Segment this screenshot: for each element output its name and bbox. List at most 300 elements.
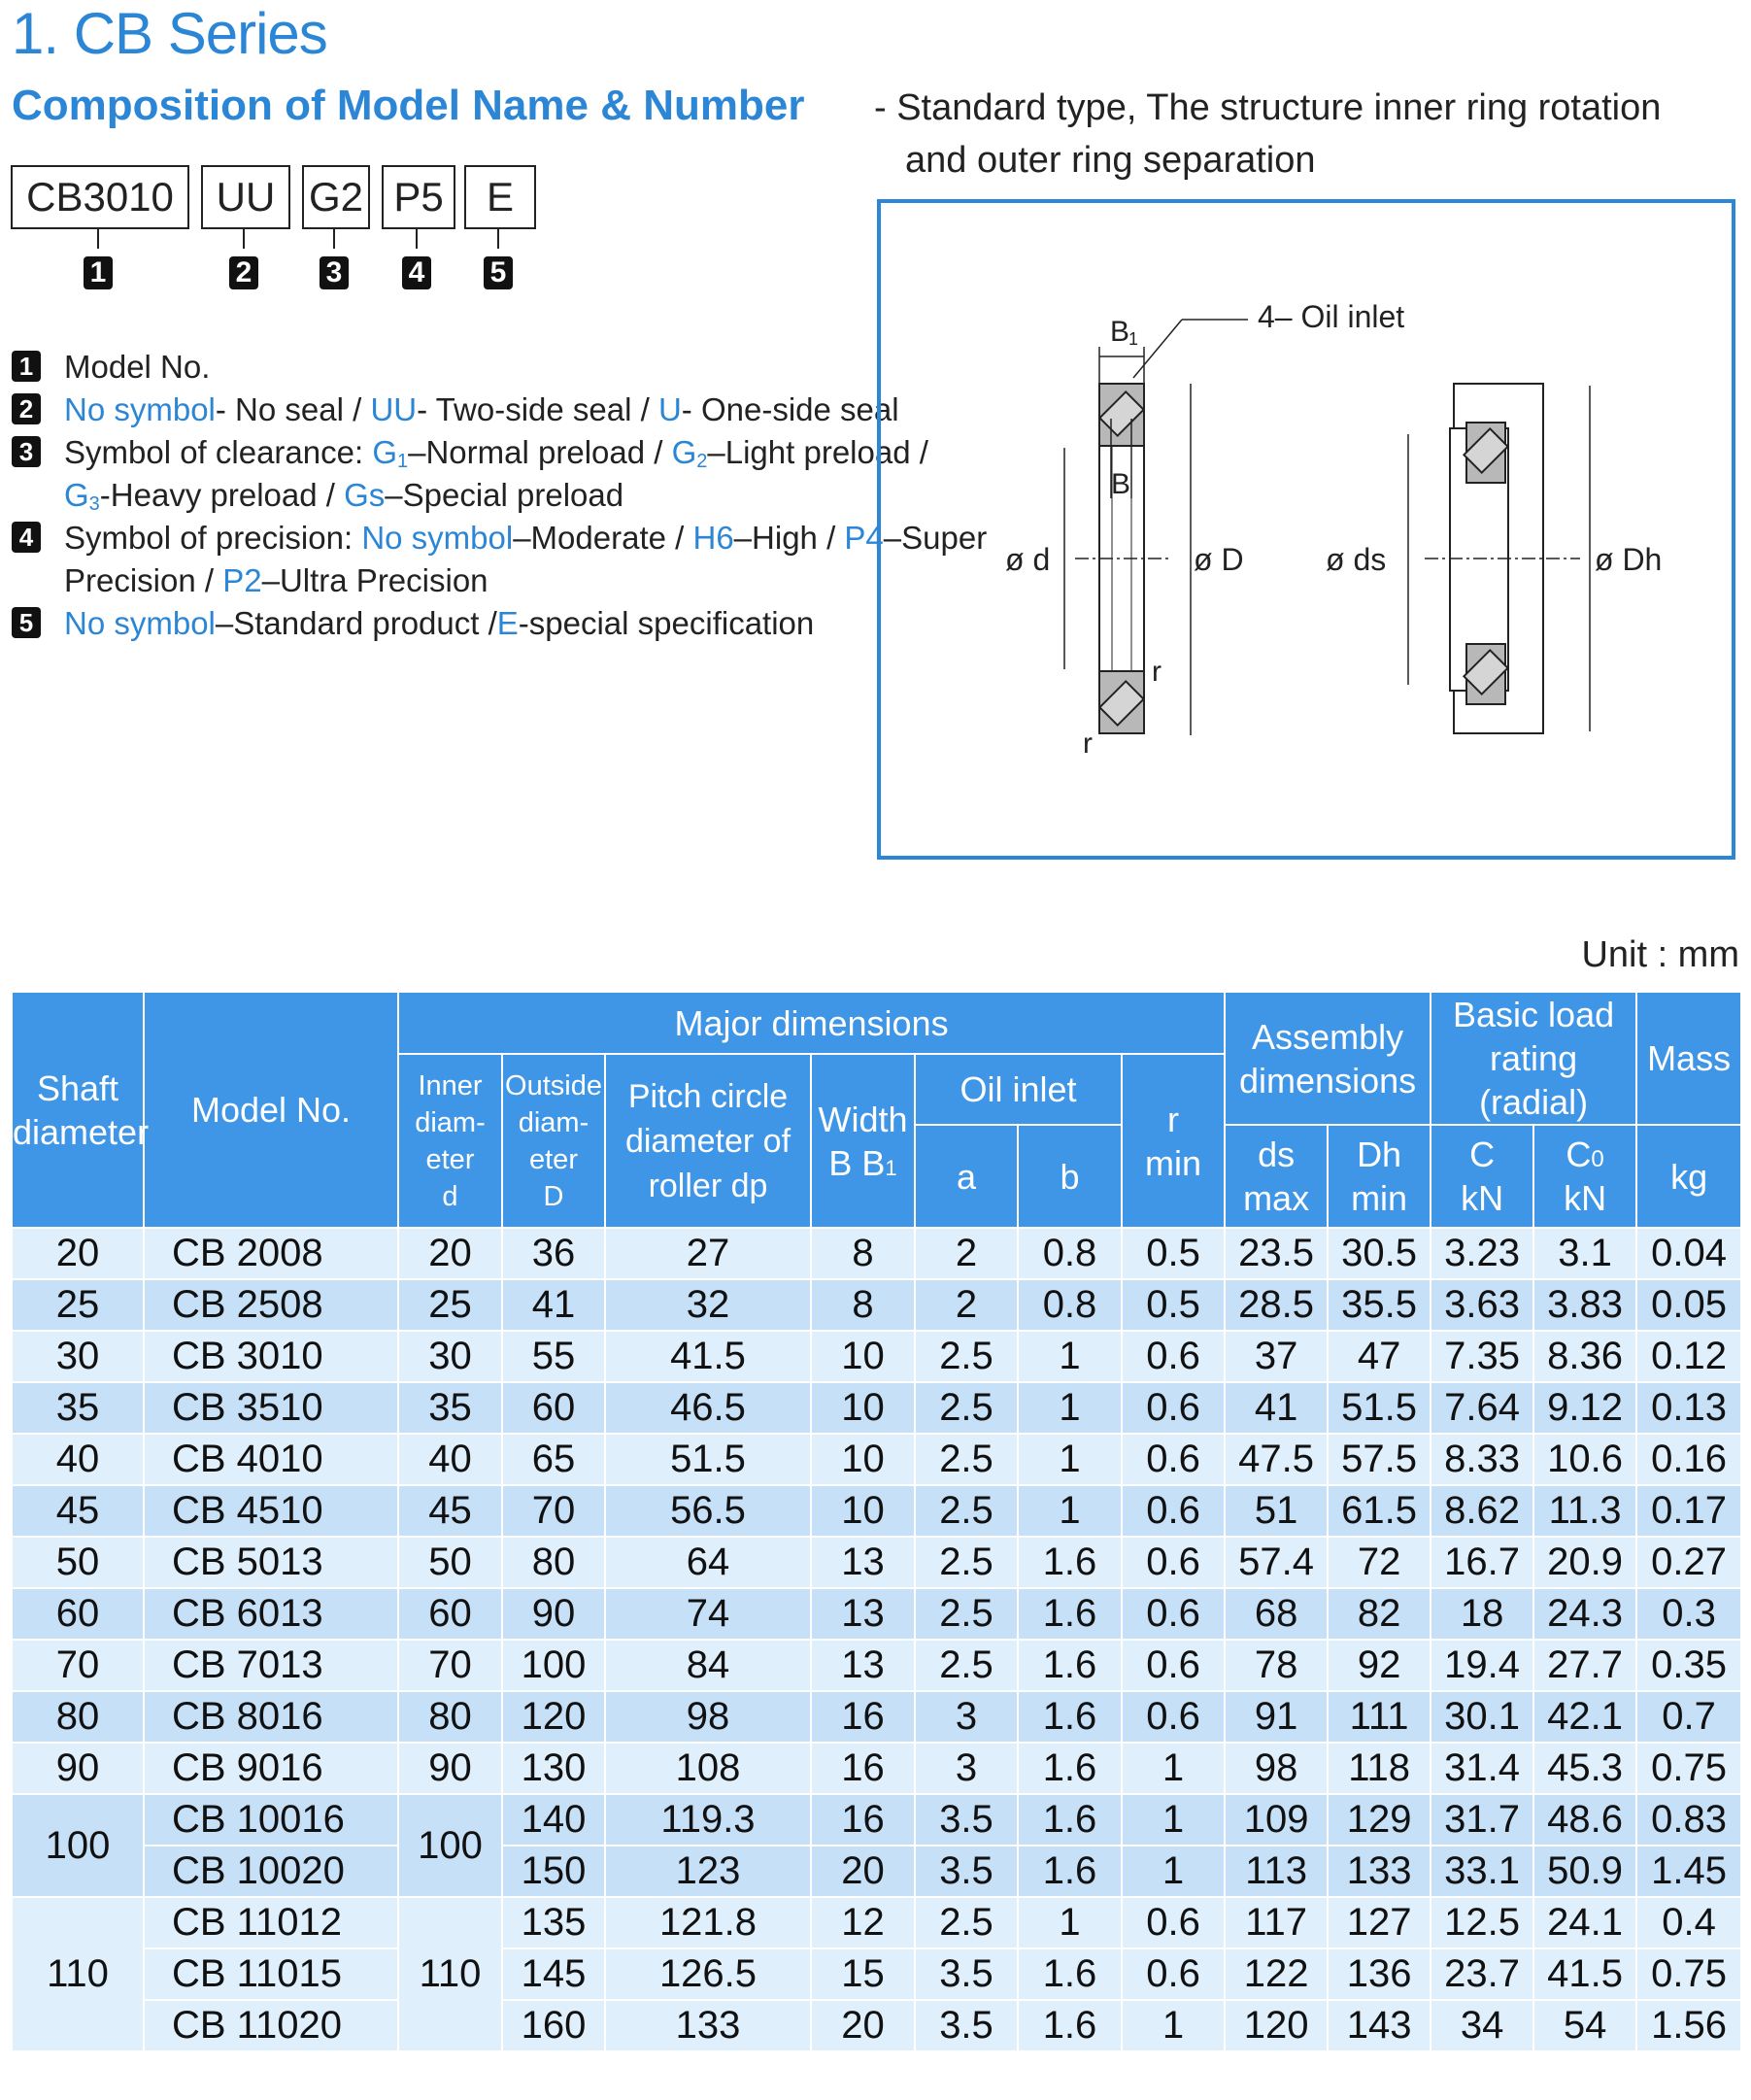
- table-row: [12, 1691, 1741, 1743]
- header-text: min: [1145, 1142, 1202, 1183]
- cell-r: 0.6: [1122, 1434, 1225, 1485]
- cell-ds: 78: [1225, 1640, 1328, 1691]
- cell-shaft: 80: [12, 1691, 144, 1743]
- cell-b: 1: [1018, 1331, 1122, 1382]
- number-badge-4: 4: [402, 256, 431, 289]
- diagram-label-ds: ø ds: [1326, 542, 1387, 577]
- cell-b: 0.8: [1018, 1228, 1122, 1279]
- cell-d: 50: [398, 1537, 502, 1588]
- cell-ds: 28.5: [1225, 1279, 1328, 1331]
- header-text: kN: [1564, 1178, 1607, 1218]
- table-row: [12, 1382, 1741, 1434]
- legend-symbol: G: [64, 477, 89, 513]
- cell-r: 0.6: [1122, 1588, 1225, 1640]
- legend-text: –Normal preload /: [408, 434, 672, 470]
- legend-symbol: P4: [844, 520, 884, 556]
- header-text: Assembly: [1252, 1016, 1404, 1057]
- cell-r: 0.5: [1122, 1228, 1225, 1279]
- cell-b: 1.6: [1018, 1846, 1122, 1897]
- table-row: [12, 1794, 1741, 1846]
- spec-table: [11, 991, 1742, 2052]
- header-text: diam-: [518, 1106, 589, 1138]
- cell-dp: 98: [605, 1691, 811, 1743]
- cell-model: CB 4510: [144, 1485, 398, 1537]
- header-pitch-circle: [605, 1054, 811, 1228]
- header-basic-load-rating: [1431, 992, 1636, 1125]
- cell-a: 2: [915, 1279, 1018, 1331]
- structure-note-line1: - Standard type, The structure inner ring rotation: [874, 87, 1662, 128]
- cell-b: 1.6: [1018, 1794, 1122, 1846]
- cell-model: CB 9016: [144, 1743, 398, 1794]
- header-text: dimensions: [1239, 1060, 1417, 1101]
- cell-r: 0.6: [1122, 1691, 1225, 1743]
- cell-kg: 0.4: [1636, 1897, 1741, 1948]
- cell-shaft: 70: [12, 1640, 144, 1691]
- cell-model: CB 7013: [144, 1640, 398, 1691]
- cell-model: CB 10016: [144, 1794, 398, 1846]
- header-text-sub: 0: [1591, 1146, 1604, 1172]
- cell-a: 2.5: [915, 1485, 1018, 1537]
- legend-text: –Standard product /: [215, 605, 497, 641]
- cell-dh: 82: [1328, 1588, 1431, 1640]
- cell-dp: 51.5: [605, 1434, 811, 1485]
- cell-shaft: 45: [12, 1485, 144, 1537]
- cell-dh: 129: [1328, 1794, 1431, 1846]
- cell-model: CB 11012: [144, 1897, 398, 1948]
- header-text: Model No.: [190, 1090, 352, 1130]
- cell-kg: 0.12: [1636, 1331, 1741, 1382]
- header-text: Shaft diameter: [13, 1067, 150, 1152]
- legend-text: - Two-side seal /: [417, 391, 658, 427]
- table-row: [12, 1228, 1741, 1279]
- cell-model: CB 5013: [144, 1537, 398, 1588]
- cell-kg: 1.45: [1636, 1846, 1741, 1897]
- table-row: [12, 1897, 1741, 1948]
- table-row: [12, 1743, 1741, 1794]
- header-text: Oil inlet: [960, 1069, 1077, 1109]
- legend-symbol: No symbol: [64, 605, 216, 641]
- cell-c0: 20.9: [1533, 1537, 1636, 1588]
- cell-kg: 0.13: [1636, 1382, 1741, 1434]
- cell-c0: 41.5: [1533, 1948, 1636, 2000]
- cell-dp: 108: [605, 1743, 811, 1794]
- cell-b: 8: [811, 1279, 915, 1331]
- cell-b: 13: [811, 1588, 915, 1640]
- header-inner-diameter: [398, 1054, 502, 1228]
- cell-b: 10: [811, 1434, 915, 1485]
- cell-model: CB 10020: [144, 1846, 398, 1897]
- series-title: 1. CB Series: [12, 1, 327, 66]
- cell-c0: 3.83: [1533, 1279, 1636, 1331]
- header-text: Dh: [1357, 1135, 1402, 1174]
- header-c-kn: [1431, 1125, 1533, 1228]
- legend-symbol-sub: 2: [696, 451, 708, 472]
- cell-shaft: 30: [12, 1331, 144, 1382]
- cell-d: 35: [398, 1382, 502, 1434]
- table-row: [12, 1588, 1741, 1640]
- cell-dh: 133: [1328, 1846, 1431, 1897]
- cell-d: 135: [502, 1897, 605, 1948]
- cell-c: 18: [1431, 1588, 1533, 1640]
- cell-r: 0.6: [1122, 1485, 1225, 1537]
- header-text: min: [1351, 1178, 1408, 1218]
- diagram-label-r-top: r: [1152, 656, 1162, 688]
- diagram-label-b1: B: [1110, 316, 1130, 348]
- cell-c0: 3.1: [1533, 1228, 1636, 1279]
- cell-dp: 119.3: [605, 1794, 811, 1846]
- cell-d: 90: [398, 1743, 502, 1794]
- cell-c0: 45.3: [1533, 1743, 1636, 1794]
- cell-r: 1: [1122, 1846, 1225, 1897]
- code-segment-clearance: G2: [302, 165, 370, 229]
- cell-c: 12.5: [1431, 1897, 1533, 1948]
- cell-dh: 57.5: [1328, 1434, 1431, 1485]
- legend-text: –Super: [883, 520, 988, 556]
- cell-a: 3.5: [915, 1794, 1018, 1846]
- cell-kg: 0.17: [1636, 1485, 1741, 1537]
- legend-text: –Special preload: [385, 477, 624, 513]
- cell-d: 140: [502, 1794, 605, 1846]
- cell-d: 40: [398, 1434, 502, 1485]
- cell-d: 70: [398, 1640, 502, 1691]
- cell-model: CB 3510: [144, 1382, 398, 1434]
- cell-a: 2.5: [915, 1434, 1018, 1485]
- legend-symbol: UU: [370, 391, 418, 427]
- cell-kg: 0.75: [1636, 1948, 1741, 2000]
- diagram-label-oil-inlet: 4– Oil inlet: [1258, 299, 1405, 334]
- cell-b: 1.6: [1018, 2000, 1122, 2051]
- cell-a: 2.5: [915, 1382, 1018, 1434]
- header-text: roller dp: [648, 1167, 768, 1204]
- legend-text: Precision /: [64, 562, 223, 598]
- legend-symbol: P2: [222, 562, 262, 598]
- header-text: a: [956, 1156, 977, 1197]
- cell-d: 110: [398, 1897, 502, 2051]
- header-text: r: [1167, 1099, 1180, 1139]
- cell-d: 160: [502, 2000, 605, 2051]
- cell-d: 100: [502, 1640, 605, 1691]
- number-badge-3: 3: [320, 256, 349, 289]
- cell-r: 1: [1122, 2000, 1225, 2051]
- cell-kg: 0.27: [1636, 1537, 1741, 1588]
- code-segment-spec: E: [464, 165, 536, 229]
- bearing-diagram-frame: [877, 199, 1735, 860]
- cell-dh: 143: [1328, 2000, 1431, 2051]
- number-badge-2: 2: [229, 256, 258, 289]
- legend-text: -Heavy preload /: [99, 477, 345, 513]
- bearing-diagram: [881, 203, 1732, 856]
- header-shaft-diameter: [12, 992, 150, 1228]
- cell-b: 13: [811, 1640, 915, 1691]
- cell-d: 45: [398, 1485, 502, 1537]
- header-text: C: [1566, 1135, 1592, 1174]
- legend-symbol: G: [372, 434, 397, 470]
- cell-dp: 46.5: [605, 1382, 811, 1434]
- header-text: rating (radial): [1479, 1038, 1589, 1122]
- cell-ds: 37: [1225, 1331, 1328, 1382]
- header-mass: [1636, 992, 1741, 1125]
- cell-c: 23.7: [1431, 1948, 1533, 2000]
- header-text: Mass: [1647, 1038, 1732, 1078]
- header-text: eter: [425, 1143, 475, 1175]
- cell-r: 1: [1122, 1794, 1225, 1846]
- cell-b: 12: [811, 1897, 915, 1948]
- cell-ds: 120: [1225, 2000, 1328, 2051]
- header-outside-diameter: [502, 1054, 605, 1228]
- cell-a: 3: [915, 1691, 1018, 1743]
- header-text: kg: [1670, 1156, 1708, 1197]
- legend-badge-4: 4: [12, 522, 41, 553]
- header-ds-max: [1225, 1125, 1328, 1228]
- cell-c: 19.4: [1431, 1640, 1533, 1691]
- cell-kg: 0.7: [1636, 1691, 1741, 1743]
- cell-ds: 57.4: [1225, 1537, 1328, 1588]
- cell-a: 3: [915, 1743, 1018, 1794]
- legend-text: Symbol of precision:: [64, 520, 362, 556]
- cell-a: 2.5: [915, 1897, 1018, 1948]
- cell-d: 60: [502, 1382, 605, 1434]
- cell-ds: 109: [1225, 1794, 1328, 1846]
- cell-r: 0.6: [1122, 1382, 1225, 1434]
- legend-symbol-sub: 3: [88, 493, 100, 515]
- cell-b: 20: [811, 2000, 915, 2051]
- cell-d: 100: [398, 1794, 502, 1897]
- legend-symbol: E: [496, 605, 519, 641]
- cell-b: 1: [1018, 1897, 1122, 1948]
- table-row: [12, 1434, 1741, 1485]
- cell-model: CB 6013: [144, 1588, 398, 1640]
- cell-c: 30.1: [1431, 1691, 1533, 1743]
- diagram-label-d: ø d: [1005, 542, 1051, 577]
- cell-b: 1.6: [1018, 1537, 1122, 1588]
- cell-c: 3.63: [1431, 1279, 1533, 1331]
- cell-dh: 111: [1328, 1691, 1431, 1743]
- cell-shaft: 25: [12, 1279, 144, 1331]
- cell-r: 0.6: [1122, 1640, 1225, 1691]
- header-text-sub: 1: [885, 1155, 897, 1180]
- cell-c0: 10.6: [1533, 1434, 1636, 1485]
- cell-shaft: 60: [12, 1588, 144, 1640]
- cell-c: 8.33: [1431, 1434, 1533, 1485]
- cell-c: 16.7: [1431, 1537, 1533, 1588]
- table-row: [12, 1331, 1741, 1382]
- cell-dh: 127: [1328, 1897, 1431, 1948]
- cell-dp: 121.8: [605, 1897, 811, 1948]
- cell-ds: 47.5: [1225, 1434, 1328, 1485]
- cell-r: 0.5: [1122, 1279, 1225, 1331]
- header-text: diam-: [415, 1106, 486, 1138]
- diagram-label-Dh: ø Dh: [1595, 542, 1663, 577]
- cell-shaft: 50: [12, 1537, 144, 1588]
- cell-c0: 50.9: [1533, 1846, 1636, 1897]
- header-text: B B: [828, 1142, 886, 1183]
- cell-model: CB 11020: [144, 2000, 398, 2051]
- header-kg: [1636, 1125, 1741, 1228]
- structure-note-line2: and outer ring separation: [905, 140, 1316, 181]
- cell-dp: 123: [605, 1846, 811, 1897]
- table-row: [12, 1485, 1741, 1537]
- cell-b: 1: [1018, 1434, 1122, 1485]
- code-segment-model: CB3010: [11, 165, 189, 229]
- cell-b: 10: [811, 1331, 915, 1382]
- cell-dp: 84: [605, 1640, 811, 1691]
- cell-d: 70: [502, 1485, 605, 1537]
- cell-dp: 64: [605, 1537, 811, 1588]
- cell-d: 145: [502, 1948, 605, 2000]
- cell-ds: 68: [1225, 1588, 1328, 1640]
- cell-r: 0.6: [1122, 1897, 1225, 1948]
- cell-b: 15: [811, 1948, 915, 2000]
- legend-symbol-sub: 1: [397, 451, 409, 472]
- table-row: [12, 1537, 1741, 1588]
- cell-shaft: 20: [12, 1228, 144, 1279]
- cell-b: 16: [811, 1691, 915, 1743]
- cell-a: 3.5: [915, 1846, 1018, 1897]
- cell-d: 41: [502, 1279, 605, 1331]
- header-text: C: [1469, 1135, 1496, 1174]
- diagram-label-b1-sub: 1: [1128, 329, 1139, 349]
- cell-a: 2.5: [915, 1588, 1018, 1640]
- cell-b: 8: [811, 1228, 915, 1279]
- cell-c0: 8.36: [1533, 1331, 1636, 1382]
- cell-dh: 47: [1328, 1331, 1431, 1382]
- cell-r: 1: [1122, 1743, 1225, 1794]
- number-badge-1: 1: [84, 256, 113, 289]
- cell-c: 31.7: [1431, 1794, 1533, 1846]
- legend-symbol: G: [671, 434, 697, 470]
- cell-b: 13: [811, 1537, 915, 1588]
- cell-model: CB 4010: [144, 1434, 398, 1485]
- cell-b: 1.6: [1018, 1743, 1122, 1794]
- cell-b: 1.6: [1018, 1588, 1122, 1640]
- code-segment-seal: UU: [201, 165, 290, 229]
- cell-kg: 0.83: [1636, 1794, 1741, 1846]
- cell-dh: 51.5: [1328, 1382, 1431, 1434]
- cell-d: 30: [398, 1331, 502, 1382]
- table-row: [12, 1279, 1741, 1331]
- cell-b: 16: [811, 1743, 915, 1794]
- cell-c0: 9.12: [1533, 1382, 1636, 1434]
- header-text: Inner: [418, 1069, 483, 1101]
- legend-text: - No seal /: [215, 391, 371, 427]
- legend-badge-5: 5: [12, 607, 41, 638]
- cell-ds: 122: [1225, 1948, 1328, 2000]
- cell-model: CB 8016: [144, 1691, 398, 1743]
- cell-d: 120: [502, 1691, 605, 1743]
- unit-label: Unit : mm: [1581, 934, 1739, 975]
- legend-symbol: U: [657, 391, 682, 427]
- header-text: b: [1060, 1156, 1080, 1197]
- cell-dp: 27: [605, 1228, 811, 1279]
- code-connector: [497, 227, 499, 249]
- cell-dp: 133: [605, 2000, 811, 2051]
- cell-dh: 35.5: [1328, 1279, 1431, 1331]
- cell-shaft: 90: [12, 1743, 144, 1794]
- cell-d: 55: [502, 1331, 605, 1382]
- cell-a: 2.5: [915, 1640, 1018, 1691]
- legend-text: –Ultra Precision: [261, 562, 488, 598]
- cell-kg: 0.05: [1636, 1279, 1741, 1331]
- cell-b: 0.8: [1018, 1279, 1122, 1331]
- diagram-label-D: ø D: [1194, 542, 1244, 577]
- cell-dh: 118: [1328, 1743, 1431, 1794]
- legend-symbol: H6: [692, 520, 734, 556]
- cell-ds: 117: [1225, 1897, 1328, 1948]
- code-connector: [97, 227, 99, 249]
- cell-shaft: 35: [12, 1382, 144, 1434]
- header-text: d: [442, 1180, 458, 1212]
- cell-r: 0.6: [1122, 1331, 1225, 1382]
- cell-c0: 24.1: [1533, 1897, 1636, 1948]
- header-text: Pitch circle: [627, 1077, 789, 1115]
- legend-symbol: No symbol: [361, 520, 514, 556]
- legend-text: –High /: [733, 520, 845, 556]
- legend-text: –Moderate /: [513, 520, 693, 556]
- cell-model: CB 11015: [144, 1948, 398, 2000]
- code-connector: [333, 227, 335, 249]
- cell-d: 60: [398, 1588, 502, 1640]
- cell-c: 7.35: [1431, 1331, 1533, 1382]
- table-row: [12, 1948, 1741, 2000]
- cell-c0: 48.6: [1533, 1794, 1636, 1846]
- structure-note: [874, 82, 1661, 186]
- cell-d: 65: [502, 1434, 605, 1485]
- cell-shaft: 110: [12, 1897, 144, 2051]
- header-text: max: [1243, 1178, 1310, 1218]
- legend-symbol: No symbol: [64, 391, 216, 427]
- header-dh-min: [1328, 1125, 1431, 1228]
- cell-c0: 11.3: [1533, 1485, 1636, 1537]
- cell-model: CB 2008: [144, 1228, 398, 1279]
- cell-a: 2: [915, 1228, 1018, 1279]
- cell-c0: 24.3: [1533, 1588, 1636, 1640]
- header-text: kN: [1461, 1178, 1504, 1218]
- cell-ds: 51: [1225, 1485, 1328, 1537]
- cell-b: 1.6: [1018, 1691, 1122, 1743]
- cell-b: 1.6: [1018, 1640, 1122, 1691]
- table-row: [12, 1640, 1741, 1691]
- header-text: Major dimensions: [674, 1002, 949, 1043]
- legend-symbol: Gs: [344, 477, 386, 513]
- cell-c0: 54: [1533, 2000, 1636, 2051]
- legend-text: Model No.: [64, 349, 211, 385]
- cell-b: 1: [1018, 1382, 1122, 1434]
- table-row: [12, 2000, 1741, 2051]
- cell-b: 16: [811, 1794, 915, 1846]
- cell-dh: 61.5: [1328, 1485, 1431, 1537]
- table-row: [12, 1846, 1741, 1897]
- legend-text: - One-side seal: [681, 391, 899, 427]
- cell-c: 7.64: [1431, 1382, 1533, 1434]
- cell-c: 31.4: [1431, 1743, 1533, 1794]
- cell-kg: 0.16: [1636, 1434, 1741, 1485]
- cell-r: 0.6: [1122, 1537, 1225, 1588]
- legend-text: –Light preload /: [707, 434, 928, 470]
- diagram-label-r-bottom: r: [1083, 728, 1093, 760]
- legend-badge-3: 3: [12, 436, 41, 467]
- cell-a: 2.5: [915, 1331, 1018, 1382]
- cell-ds: 98: [1225, 1743, 1328, 1794]
- number-badge-5: 5: [484, 256, 513, 289]
- cell-dh: 92: [1328, 1640, 1431, 1691]
- diagram-label-b: B: [1111, 468, 1131, 500]
- header-text: Basic load: [1453, 995, 1615, 1034]
- cell-a: 2.5: [915, 1537, 1018, 1588]
- cell-d: 80: [398, 1691, 502, 1743]
- cell-d: 25: [398, 1279, 502, 1331]
- cell-ds: 113: [1225, 1846, 1328, 1897]
- cell-ds: 91: [1225, 1691, 1328, 1743]
